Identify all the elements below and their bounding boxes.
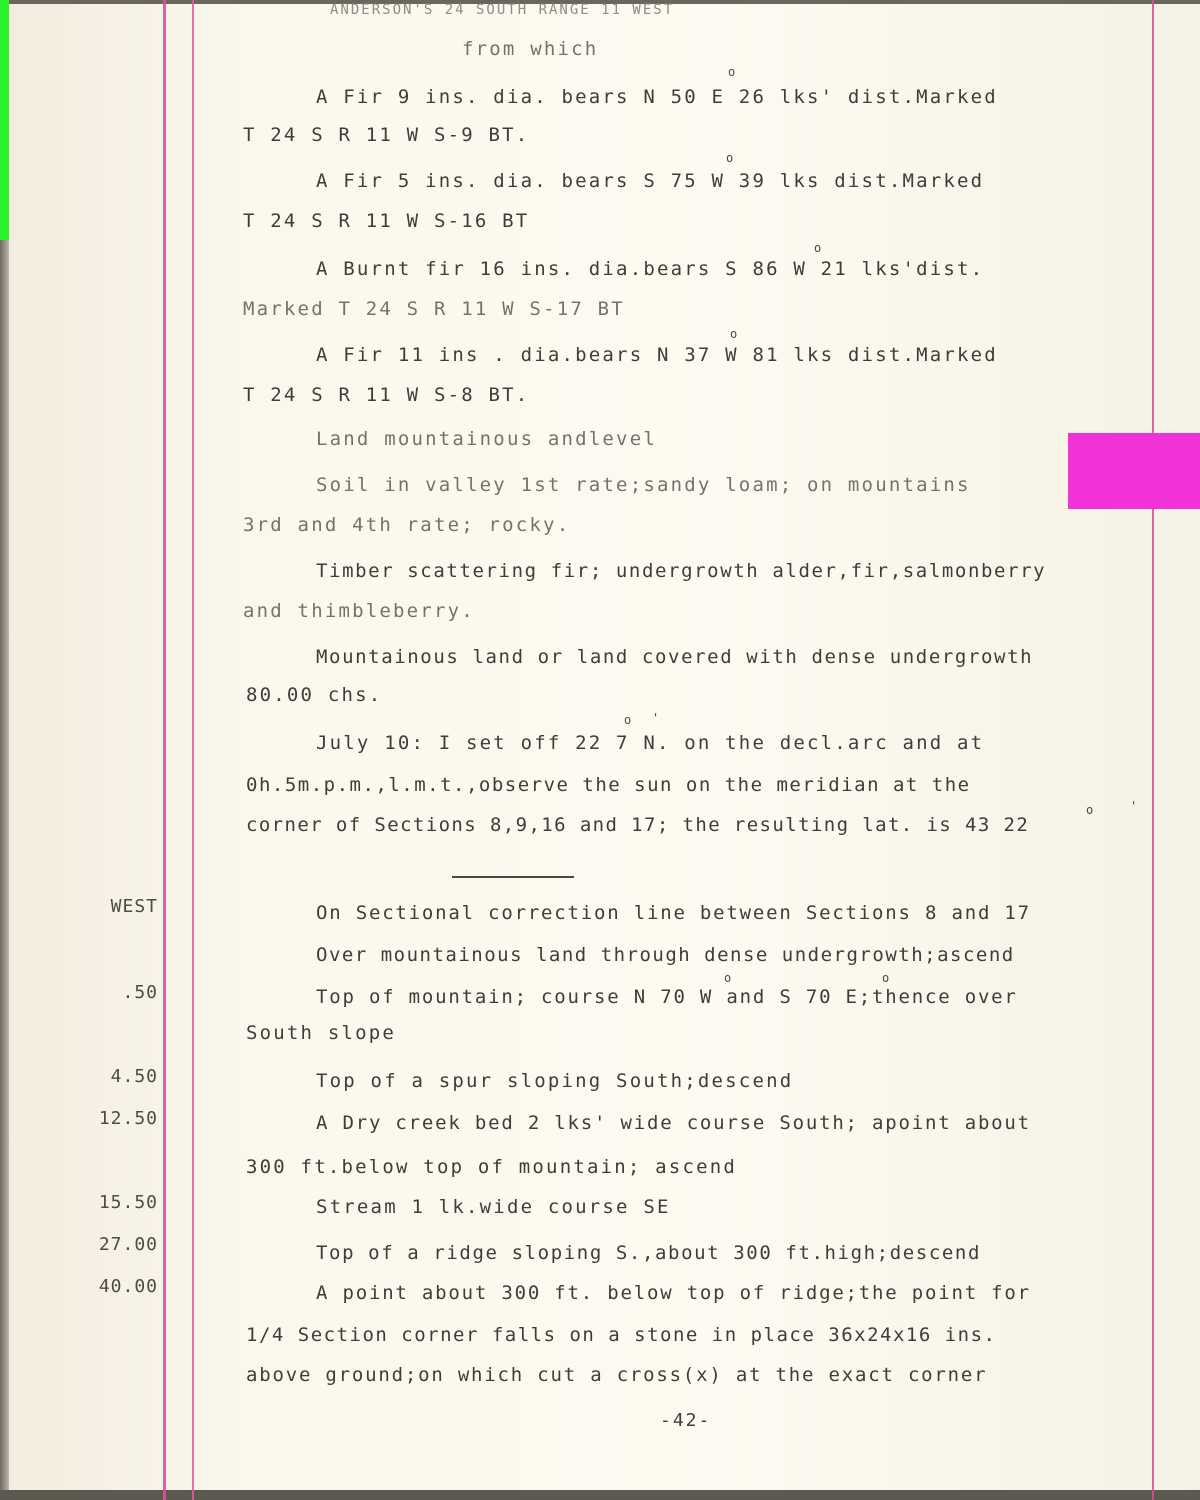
- degree-mark: o: [624, 713, 632, 727]
- text-line: Land mountainous andlevel: [316, 428, 657, 450]
- degree-mark: o: [730, 327, 738, 341]
- degree-mark: o: [728, 65, 736, 79]
- margin-distance: 40.00: [98, 1276, 158, 1297]
- text-line: and thimbleberry.: [243, 600, 475, 622]
- degree-mark: o: [724, 971, 732, 985]
- text-line: Over mountainous land through dense undergrowth;ascend: [316, 944, 1015, 966]
- text-line: corner of Sections 8,9,16 and 17; the resulting lat. is 43 22: [246, 814, 1030, 836]
- text-line: Mountainous land or land covered with dense undergrowth: [316, 646, 1034, 668]
- left-margin-rule-inner: [192, 0, 194, 1500]
- text-line: A Fir 11 ins . dia.bears N 37 W 81 lks dist.Marked: [316, 344, 998, 366]
- minute-mark: ': [652, 711, 660, 725]
- text-line: T 24 S R 11 W S-8 BT.: [243, 384, 530, 406]
- text-line: A Fir 9 ins. dia. bears N 50 E 26 lks' dist.Marked: [316, 86, 998, 108]
- text-line: Soil in valley 1st rate;sandy loam; on mountains: [316, 474, 971, 496]
- margin-heading: WEST: [110, 896, 158, 917]
- text-line: above ground;on which cut a cross(x) at the exact corner: [246, 1364, 988, 1386]
- degree-mark: o: [882, 971, 890, 985]
- text-line: Marked T 24 S R 11 W S-17 BT: [243, 298, 625, 320]
- text-line: 300 ft.below top of mountain; ascend: [246, 1156, 738, 1178]
- left-edge-shadow: [0, 240, 9, 1500]
- left-margin-rule: [163, 0, 166, 1500]
- text-line: Top of mountain; course N 70 W and S 70 E;thence over: [316, 986, 1018, 1008]
- margin-distance: .50: [122, 982, 158, 1003]
- text-line: 80.00 chs.: [246, 684, 383, 706]
- degree-mark: o: [1086, 803, 1094, 817]
- text-line: July 10: I set off 22 7 N. on the decl.arc and at: [316, 732, 985, 754]
- text-line: from which: [462, 38, 599, 60]
- text-line: A point about 300 ft. below top of ridge;the point for: [316, 1282, 1031, 1304]
- text-line: On Sectional correction line between Sections 8 and 17: [316, 902, 1031, 924]
- right-margin-rule: [1152, 0, 1154, 1500]
- text-line: A Burnt fir 16 ins. dia.bears S 86 W 21 lks'dist.: [316, 258, 985, 280]
- text-line: A Dry creek bed 2 lks' wide course South; apoint about: [316, 1112, 1031, 1134]
- margin-distance: 27.00: [98, 1234, 158, 1255]
- degree-mark: o: [726, 151, 734, 165]
- text-line: 0h.5m.p.m.,l.m.t.,observe the sun on the meridian at the: [246, 774, 971, 796]
- text-line: Stream 1 lk.wide course SE: [316, 1196, 671, 1218]
- section-divider: [452, 876, 574, 878]
- text-line: A Fir 5 ins. dia. bears S 75 W 39 lks dist.Marked: [316, 170, 985, 192]
- pink-sticky-tab: [1068, 433, 1200, 509]
- text-line: T 24 S R 11 W S-16 BT: [243, 210, 530, 232]
- margin-distance: 15.50: [98, 1192, 158, 1213]
- text-line: T 24 S R 11 W S-9 BT.: [243, 124, 530, 146]
- text-line: South slope: [246, 1022, 397, 1044]
- page-number: -42-: [660, 1410, 712, 1431]
- green-edge-strip: [0, 0, 9, 240]
- text-line: Top of a spur sloping South;descend: [316, 1070, 794, 1092]
- text-line: 3rd and 4th rate; rocky.: [243, 514, 571, 536]
- text-line: Timber scattering fir; undergrowth alder,fir,salmonberry: [316, 560, 1047, 582]
- minute-mark: ': [1130, 799, 1138, 813]
- text-line: Top of a ridge sloping S.,about 300 ft.high;descend: [316, 1242, 981, 1264]
- cut-off-header: ANDERSON'S 24 SOUTH RANGE 11 WEST: [330, 2, 675, 18]
- bottom-edge-shadow: [0, 1490, 1200, 1500]
- margin-distance: 12.50: [98, 1108, 158, 1129]
- text-line: 1/4 Section corner falls on a stone in place 36x24x16 ins.: [246, 1324, 997, 1346]
- margin-distance: 4.50: [110, 1066, 158, 1087]
- degree-mark: o: [814, 241, 822, 255]
